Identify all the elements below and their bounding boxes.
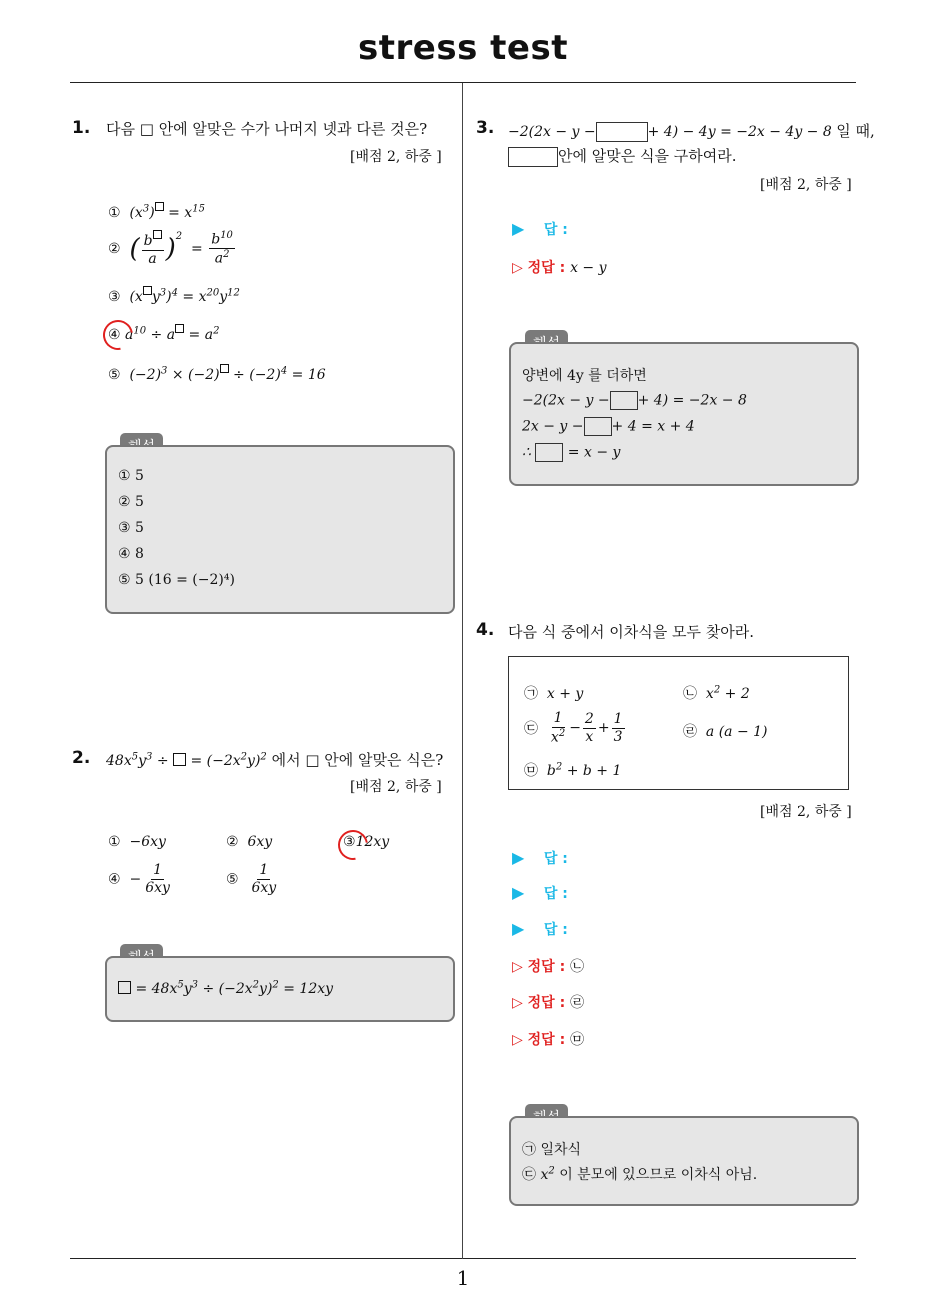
expression-item: ㉡ $x^2 + 2$ (683, 684, 750, 702)
explanation-line: 2x − y − + 4 = x + 4 (522, 418, 695, 435)
question-text: 다음 식 중에서 이차식을 모두 찾아라. (508, 623, 754, 641)
selected-answer-mark (97, 314, 139, 356)
correct-answer: ▷ 정답 : ㉡ (512, 959, 585, 975)
explanation-box (105, 445, 455, 614)
choice-2[interactable]: ② 6xy (226, 834, 273, 850)
choice-1[interactable]: ① −6xy (108, 834, 166, 850)
question-meta: [배점 2, 하중 ] (350, 779, 442, 795)
question-text-line2: 안에 알맞은 식을 구하여라. (508, 145, 736, 167)
choice-3[interactable]: ③ (x $y^3)^4 = x^{20}y^{12}$ (108, 287, 240, 305)
question-meta: [배점 2, 하중 ] (760, 804, 852, 820)
explanation-line: ∴ = x − y (522, 444, 621, 461)
choice-4[interactable]: ④ $a^{10} \div a = a^2$ (108, 325, 220, 343)
expression-item: ㉣ a (a − 1) (683, 724, 768, 740)
explanation-line: −2(2x − y − + 4) = −2x − 8 (522, 392, 747, 409)
footer-rule (70, 1258, 856, 1259)
question-number: 3. (476, 118, 495, 138)
explanation-line: ㉢ $x^2$ 이 분모에 있으므로 이차식 아님. (522, 1165, 758, 1183)
choice-4[interactable]: ④ − $\frac{1}{6xy}$ (108, 862, 170, 896)
correct-answer: ▷ 정답 : x − y (512, 260, 607, 276)
page-title: stress test (358, 28, 568, 68)
explanation-line: 양변에 4y 를 더하면 (522, 368, 647, 384)
expression-item: ㉠ x + y (524, 686, 584, 702)
question-number: 4. (476, 620, 495, 640)
question-text: 다음 □ 안에 알맞은 수가 나머지 넷과 다른 것은? (106, 120, 428, 138)
expression-item: ㉤ $b^2 + b + 1$ (524, 761, 622, 779)
question-meta: [배점 2, 하중 ] (760, 177, 852, 193)
choice-5[interactable]: ⑤ $(-2)^3 \times (-2) \div (-2)^4 = 16$ (108, 365, 326, 383)
answer-field[interactable]: ▶ 답 : (512, 919, 568, 938)
header-rule (70, 82, 856, 83)
correct-answer: ▷ 정답 : ㉣ (512, 995, 585, 1011)
choice-1[interactable]: ① $(x^3) = x^{15}$ (108, 203, 205, 221)
explanation-line: ㉠ 일차식 (522, 1142, 582, 1158)
explanation-line: ⑤ 5 (16 = (−2)⁴) (118, 572, 235, 588)
question-number: 2. (72, 748, 91, 768)
question-text: $48x^5y^3$ ÷ = $(-2x^2y)^2$ 에서 □ 안에 알맞은 식은? (106, 751, 444, 769)
explanation-line: = $48x^5y^3 \div (-2x^2y)^2 = 12xy$ (118, 979, 333, 997)
explanation-box (509, 342, 859, 486)
choice-3[interactable]: ③12xy (343, 834, 390, 850)
choice-2[interactable]: ② ( $\frac{b}{a}$ )$^2$ = $\frac{b^{10}}{a^2}$ (108, 230, 233, 268)
explanation-line: ① 5 (118, 468, 144, 484)
explanation-line: ② 5 (118, 494, 144, 510)
explanation-box (509, 1116, 859, 1206)
question-text: −2(2x − y − + 4) − 4y = −2x − 4y − 8 일 때, (508, 122, 875, 140)
explanation-line: ④ 8 (118, 546, 144, 562)
question-meta: [배점 2, 하중 ] (350, 149, 442, 165)
choice-5[interactable]: ⑤ $\frac{1}{6xy}$ (226, 862, 277, 896)
correct-answer: ▷ 정답 : ㉤ (512, 1032, 585, 1048)
answer-field[interactable]: ▶ 답 : (512, 848, 568, 867)
page-number: 1 (456, 1266, 470, 1290)
explanation-line: ③ 5 (118, 520, 144, 536)
answer-field[interactable]: ▶ 답 : (512, 219, 568, 238)
answer-field[interactable]: ▶ 답 : (512, 883, 568, 902)
expression-item: ㉢ $\frac{1}{x^2}$ − $\frac{2}{x}$ + $\frac{1}{3}$ (524, 710, 623, 746)
question-number: 1. (72, 118, 91, 138)
column-divider (462, 83, 463, 1259)
selected-answer-mark (332, 824, 374, 866)
